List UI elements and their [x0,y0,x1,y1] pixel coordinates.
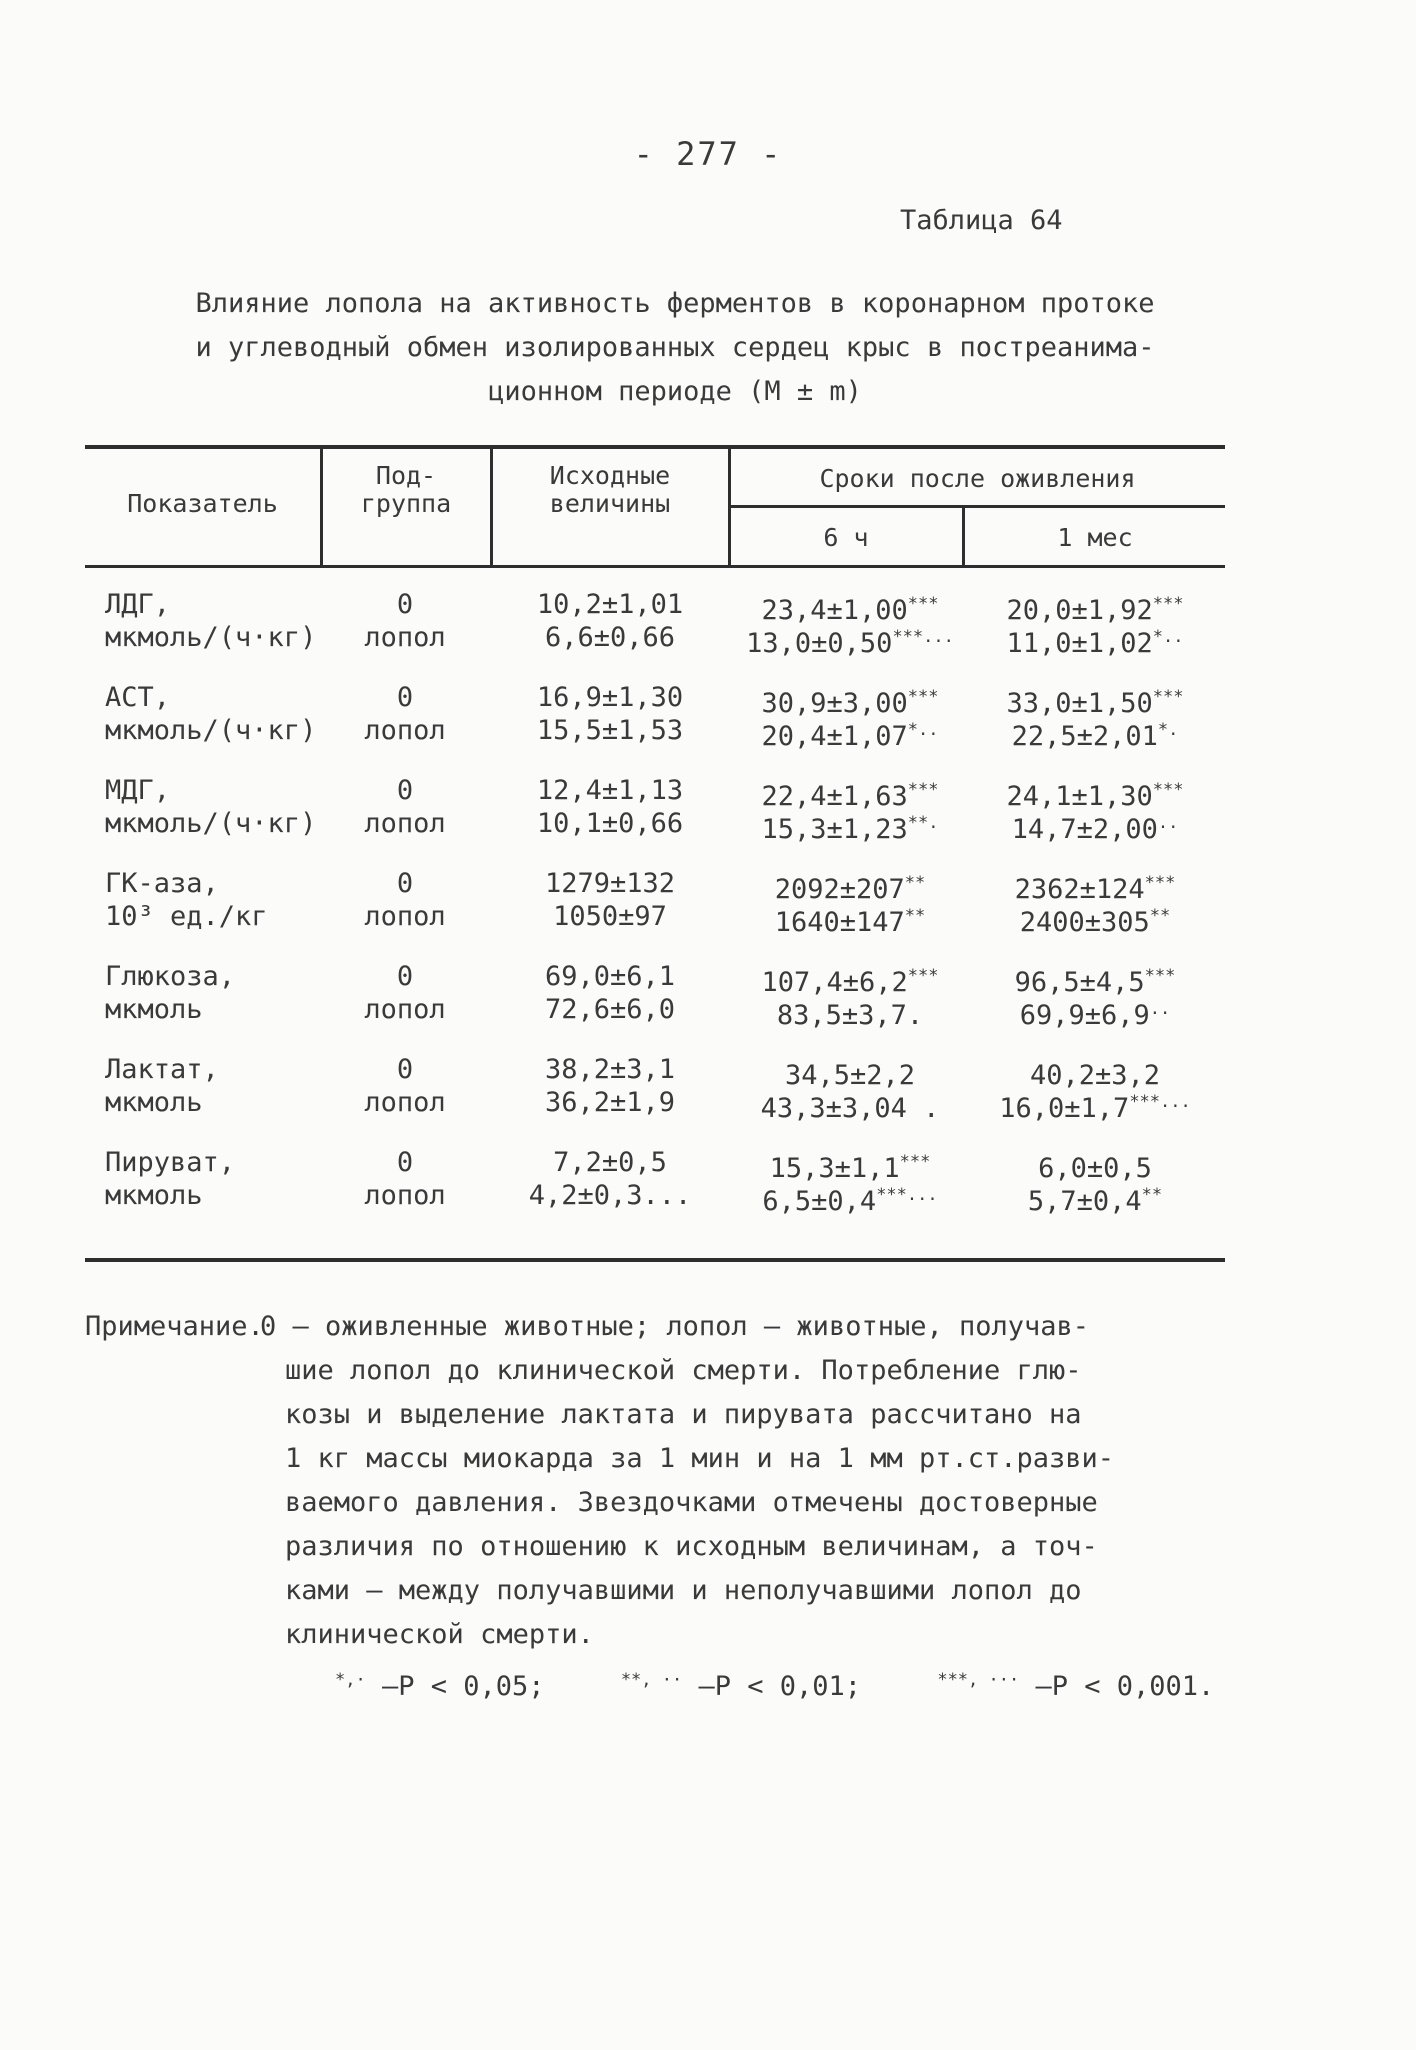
indicator-name: ЛДГ, [105,589,171,620]
initial-value-cell: 36,2±1,9 [544,1087,676,1118]
cell-value: 6,0±0,5 [1038,1153,1152,1184]
legend-text: –P < 0,001. [1035,1671,1215,1702]
table-top-rule [85,445,1225,449]
indicator-name: мкмоль [105,1087,203,1118]
caption-line: и углеводный обмен изолированных сердец крыс в постреанима- [195,332,1155,363]
indicator-name: мкмоль [105,994,203,1025]
significance-mark: *.. [907,720,939,740]
header-6h: 6 ч [823,523,869,552]
legend-text: –P < 0,01; [698,1671,862,1702]
note-label: Примечание. [85,1311,264,1342]
initial-value-cell: 72,6±6,0 [544,994,676,1025]
subgroup-cell: лопол [364,994,446,1025]
indicator-name: мкмоль/(ч·кг) [105,808,317,839]
legend-item [937,1671,1214,1702]
significance-mark: .. [1157,813,1179,833]
value-1m-cell [970,993,1220,1032]
legend-marks: ***, ··· [937,1670,1020,1690]
legend-marks: *,· [335,1670,366,1690]
value-1m-cell [970,900,1220,939]
header-bottom-rule [85,565,1225,568]
indicator-name: Глюкоза, [105,961,236,992]
cell-value: 13,0±0,50 [746,628,893,659]
subgroup-cell: лопол [364,715,446,746]
value-6h-cell [730,621,970,660]
indicator-name: ГК-аза, [105,868,219,899]
significance-mark: *** [1144,966,1176,986]
cell-value: 40,2±3,2 [1029,1060,1161,1091]
initial-value-cell: 69,0±6,1 [544,961,676,992]
significance-mark: *.. [1152,627,1184,647]
cell-value: 22,5±2,01 [1011,721,1158,752]
significance-mark: ** [904,873,926,893]
cell-value: 2362±124 [1014,874,1145,905]
header-initial: Исходные величины [549,461,671,518]
cell-value: 11,0±1,02 [1006,628,1153,659]
significance-mark: *** [1152,780,1184,800]
value-6h-cell [730,900,970,939]
cell-value: 24,1±1,30 [1006,781,1153,812]
significance-mark: ***... [1129,1092,1191,1112]
cell-value: 22,4±1,63 [761,781,908,812]
page-number: - 277 - [633,135,783,173]
cell-value: 43,3±3,04 . [760,1093,940,1124]
table-bottom-rule [85,1258,1225,1262]
indicator-name: мкмоль/(ч·кг) [105,715,317,746]
value-1m-cell [970,621,1220,660]
initial-value-cell: 12,4±1,13 [536,775,684,806]
indicator-name: Пируват, [105,1147,236,1178]
legend-item [621,1671,861,1702]
value-6h-cell [730,1179,970,1218]
significance-mark: *** [907,594,939,614]
table-label: Таблица 64 [900,205,1063,236]
table-caption [110,282,1240,414]
significance-mark: ** [1149,906,1171,926]
legend-marks: **, ·· [620,1670,683,1690]
significance-mark: ***... [892,627,954,647]
significance-mark: .. [1149,999,1171,1019]
value-1m-cell [970,807,1220,846]
initial-value-cell: 7,2±0,5 [553,1147,667,1178]
initial-value-cell: 1279±132 [544,868,676,899]
significance-mark: ** [1141,1185,1163,1205]
initial-value-cell: 15,5±1,53 [536,715,684,746]
note-text: 0 – оживленные животные; лопол – животные, получав- шие лопол до клинической смерти. Потребление глю- козы и выделение лактата и пирувата рассчитано на 1 кг массы миокарда за 1 мин и на 1 мм рт.ст.разви- ваемого давления. Звездочками отмечены достоверные различия по отношению к исходным величинам, а точ- ками – между получавшими и неполучавшими лопол до клинической смерти. [260,1311,1115,1650]
cell-value: 2400±305 [1019,907,1150,938]
initial-value-cell: 10,1±0,66 [536,808,684,839]
significance-mark: *** [899,1152,931,1172]
indicator-name: мкмоль [105,1180,203,1211]
header-1m: 1 мес [1057,523,1133,552]
cell-value: 30,9±3,00 [761,688,908,719]
cell-value: 2092±207 [774,874,905,905]
significance-mark: *** [1152,594,1184,614]
cell-value: 6,5±0,4 [762,1186,877,1217]
value-1m-cell [970,714,1220,753]
value-1m-cell [970,1179,1220,1218]
cell-value: 83,5±3,7. [776,1000,924,1031]
significance-legend [335,1670,1274,1702]
value-6h-cell [730,1086,970,1125]
significance-mark: *** [1144,873,1176,893]
cell-value: 16,0±1,7 [999,1093,1130,1124]
significance-mark: *** [907,687,939,707]
cell-value: 15,3±1,1 [769,1153,900,1184]
significance-mark: *** [907,780,939,800]
legend-text: –P < 0,05; [381,1671,545,1702]
cell-value: 14,7±2,00 [1011,814,1158,845]
initial-value-cell: 38,2±3,1 [544,1054,676,1085]
subgroup-cell: лопол [364,1087,446,1118]
subgroup-cell: лопол [364,808,446,839]
cell-value: 1640±147 [774,907,905,938]
indicator-name: Лактат, [105,1054,219,1085]
subgroup-cell: 0 [396,1054,414,1085]
cell-value: 15,3±1,23 [761,814,908,845]
initial-value-cell: 10,2±1,01 [536,589,684,620]
indicator-name: АСТ, [105,682,171,713]
timing-rule [730,505,1225,508]
value-6h-cell [730,714,970,753]
subgroup-cell: 0 [396,775,414,806]
initial-value-cell: 4,2±0,3... [528,1180,692,1211]
subgroup-cell: 0 [396,589,414,620]
value-6h-cell [730,993,970,1032]
value-6h-cell [730,807,970,846]
significance-mark: *** [1152,687,1184,707]
subgroup-cell: лопол [364,1180,446,1211]
initial-value-cell: 1050±97 [553,901,667,932]
subgroup-cell: лопол [364,622,446,653]
significance-mark: **. [907,813,939,833]
initial-value-cell: 16,9±1,30 [536,682,684,713]
cell-value: 96,5±4,5 [1014,967,1145,998]
caption-line: ционном периоде (M ± m) [488,376,862,407]
cell-value: 107,4±6,2 [761,967,908,998]
significance-mark: ** [904,906,926,926]
significance-mark: *** [907,966,939,986]
cell-value: 33,0±1,50 [1006,688,1153,719]
indicator-name: 10³ ед./кг [105,901,268,932]
cell-value: 69,9±6,9 [1019,1000,1150,1031]
cell-value: 20,0±1,92 [1006,595,1153,626]
subgroup-cell: 0 [396,682,414,713]
initial-value-cell: 6,6±0,66 [544,622,676,653]
caption-line: Влияние лопола на активность ферментов в коронарном протоке [195,288,1155,319]
cell-value: 5,7±0,4 [1027,1186,1142,1217]
subgroup-cell: лопол [364,901,446,932]
legend-item [335,1671,545,1702]
subgroup-cell: 0 [396,1147,414,1178]
header-timing: Сроки после оживления [819,464,1136,493]
indicator-name: мкмоль/(ч·кг) [105,622,317,653]
indicator-name: МДГ, [105,775,171,806]
significance-mark: *. [1157,720,1179,740]
value-1m-cell [970,1086,1220,1125]
header-subgroup: Под- группа [360,461,452,518]
cell-value: 34,5±2,2 [784,1060,916,1091]
significance-mark: ***... [876,1185,938,1205]
cell-value: 23,4±1,00 [761,595,908,626]
subgroup-cell: 0 [396,961,414,992]
cell-value: 20,4±1,07 [761,721,908,752]
header-indicator: Показатель [127,489,278,518]
subgroup-cell: 0 [396,868,414,899]
